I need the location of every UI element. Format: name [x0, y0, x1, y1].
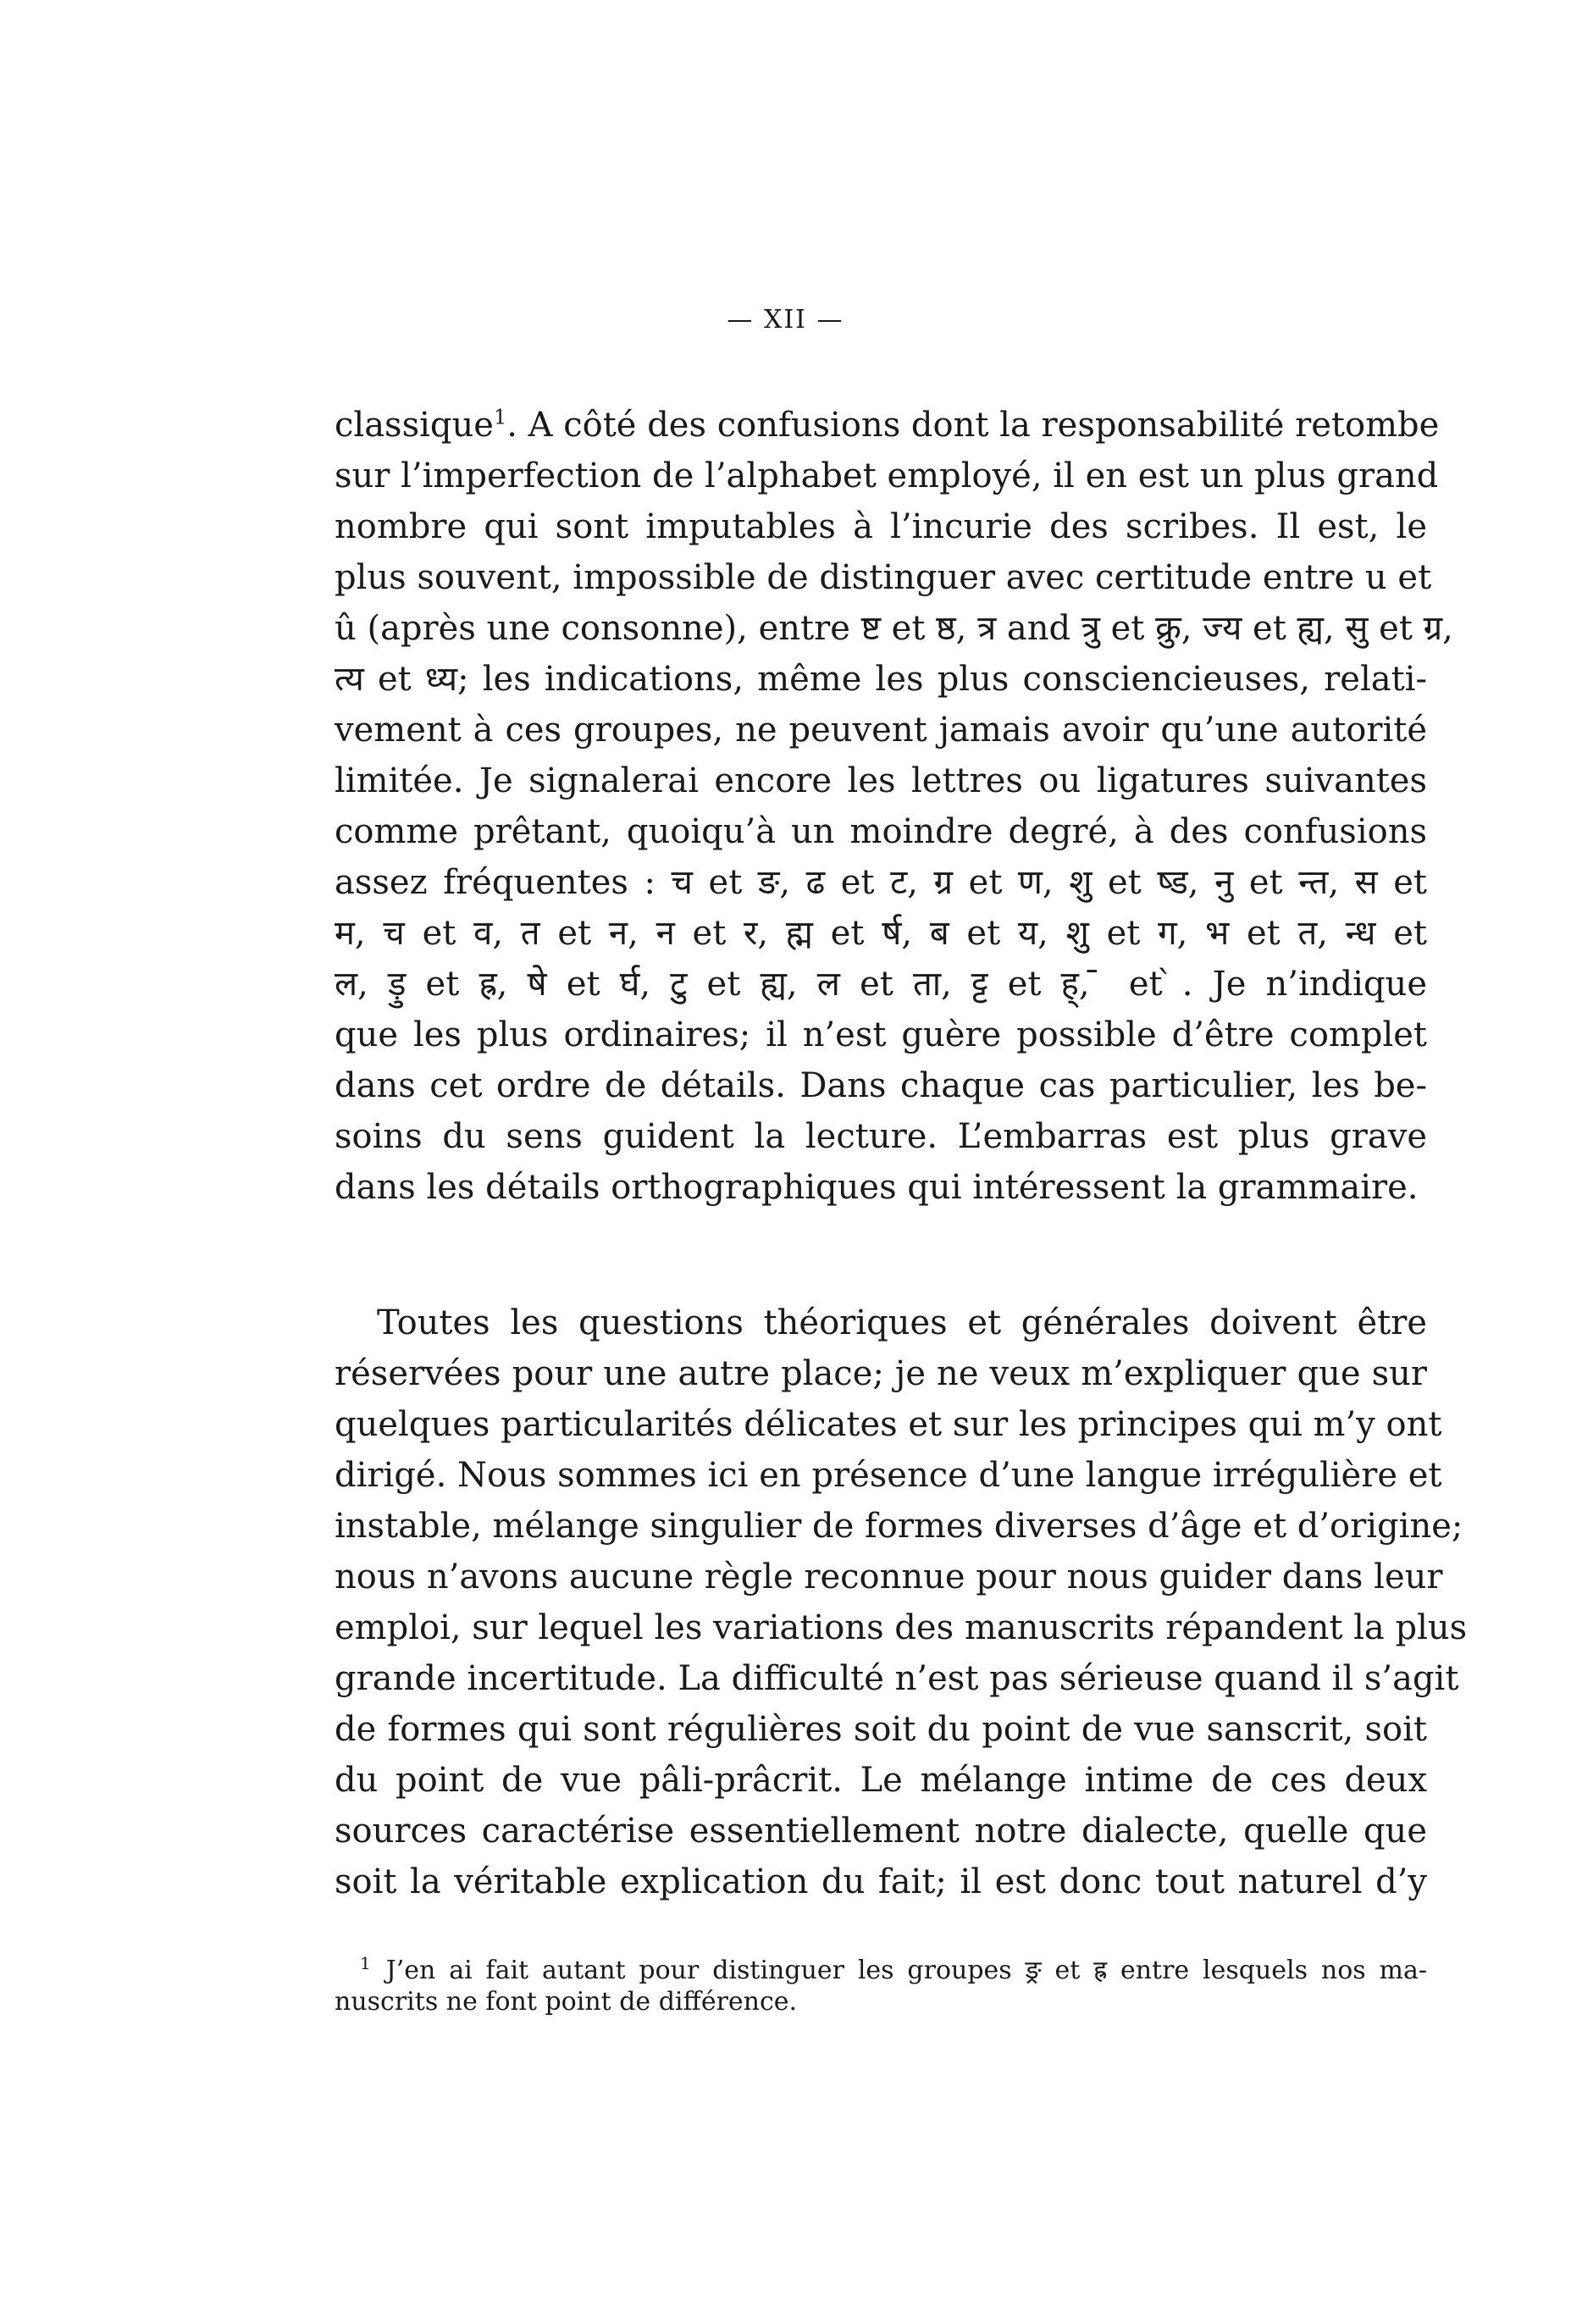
text-line: quelques particularités délicates et sur les principes qui m’y ont: [335, 1405, 1442, 1444]
text-line: du point de vue pâli-prâcrit. Le mélange intime de ces deux: [335, 1761, 1427, 1800]
text-line: nous n’avons aucune règle reconnue pour nous guider dans leur: [335, 1558, 1443, 1596]
page-folio: — XII —: [727, 305, 844, 335]
text-line: plus souvent, impossible de distinguer avec certitude entre u et: [335, 558, 1432, 597]
footnote-text: J’en ai fait autant pour distinguer les groupes ङ्र et ह्र entre lesquels nos ma-: [385, 1956, 1427, 1985]
text-line: grande incertitude. La difficulté n’est pas sérieuse quand il s’agit: [335, 1659, 1459, 1698]
line-start: classique: [335, 406, 494, 445]
text-line: dans cet ordre de détails. Dans chaque cas particulier, les be-: [335, 1066, 1427, 1105]
text-line: ल, ड़ु et ह्र, षे et र्घ, टु et ह्य, ल et ता, ट्ट et ह्, ̄ et ̀. Je n’indique: [335, 965, 1427, 1004]
footnote-line: nuscrits ne font point de différence.: [335, 1987, 798, 2017]
text-line: comme prêtant, quoiqu’à un moindre degré, à des confusions: [335, 812, 1427, 851]
text-line: de formes qui sont régulières soit du point de vue sanscrit, soit: [335, 1710, 1427, 1749]
text-line: sur l’imperfection de l’alphabet employé, il en est un plus grand: [335, 456, 1439, 495]
text-line: assez fréquentes : च et ङ, ढ et ट, ग्र et ण, शु et ष्ड, नु et न्त, स et: [335, 863, 1427, 902]
text-line: dans les détails orthographiques qui intéressent la grammaire.: [335, 1168, 1419, 1207]
text-line: [335, 400, 1440, 451]
text-line: réservées pour une autre place; je ne veux m’expliquer que sur: [335, 1354, 1427, 1393]
text-line: soit la véritable explication du fait; il est donc tout naturel d’y: [335, 1862, 1427, 1901]
text-line: त्य et ध्य; les indications, même les plus consciencieuses, relati-: [335, 660, 1427, 699]
text-line: que les plus ordinaires; il n’est guère possible d’être complet: [335, 1015, 1427, 1054]
text-line: emploi, sur lequel les variations des manuscrits répandent la plus: [335, 1608, 1468, 1647]
text-line: limitée. Je signalerai encore les lettres ou ligatures suivantes: [335, 761, 1427, 800]
text-line: vement à ces groupes, ne peuvent jamais avoir qu’une autorité: [335, 711, 1427, 750]
line-rest: . A côté des confusions dont la responsabilité retombe: [506, 406, 1440, 445]
footnote-mark: 1: [360, 1953, 371, 1973]
text-line: dirigé. Nous sommes ici en présence d’une langue irrégulière et: [335, 1456, 1442, 1495]
text-line: instable, mélange singulier de formes diverses d’âge et d’origine;: [335, 1507, 1463, 1546]
text-line: Toutes les questions théoriques et générales doivent être: [377, 1303, 1427, 1342]
text-line: û (après une consonne), entre ष्ट et ष्ठ, त्र and त्रु et क्रु, ज्य et ह्य, सु et ग्र,: [335, 609, 1453, 648]
text-line: nombre qui sont imputables à l’incurie des scribes. Il est, le: [335, 507, 1427, 546]
footnote-ref[interactable]: 1: [493, 405, 507, 429]
text-line: soins du sens guident la lecture. L’embarras est plus grave: [335, 1117, 1427, 1156]
text-line: sources caractérise essentiellement notre dialecte, quelle que: [335, 1812, 1427, 1851]
text-line: म, च et व, त et न, न et र, ह्म et र्ष, ब et य, शु et ग, भ et त, न्ध et: [335, 914, 1427, 953]
